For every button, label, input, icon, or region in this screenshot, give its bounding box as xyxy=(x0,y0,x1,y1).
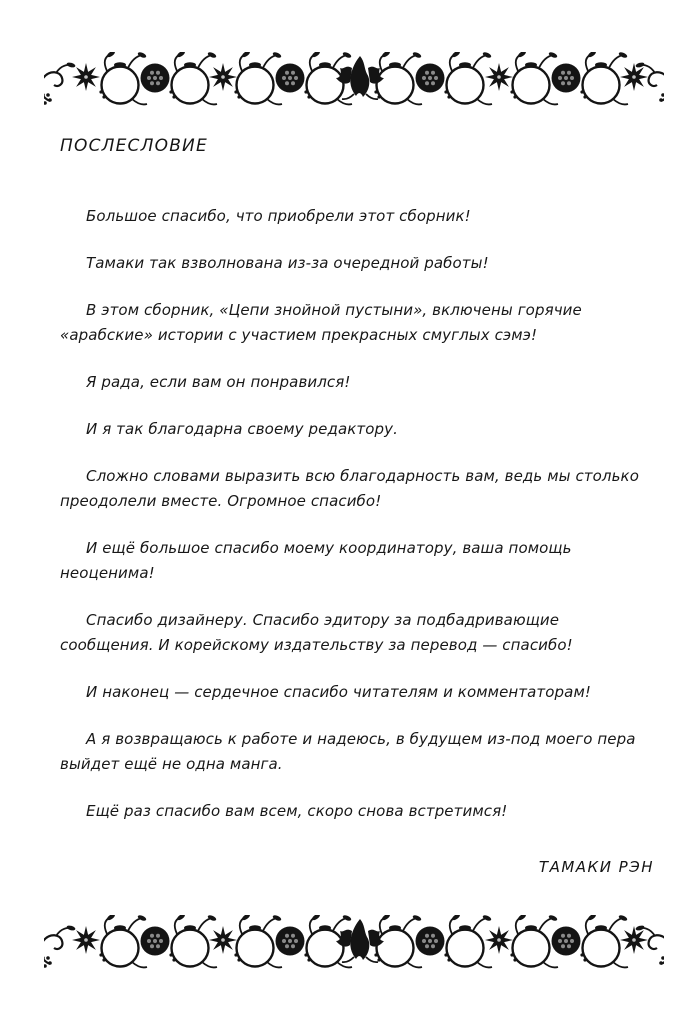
paragraph: И я так благодарна своему редактору. xyxy=(86,420,398,438)
paragraph: В этом сборник, «Цепи знойной пустыни», включены горячие «арабские» истории с участием прекрасных смуглых сэмэ! xyxy=(60,301,582,344)
floral-border-icon xyxy=(44,52,664,112)
paragraph: Сложно словами выразить всю благодарность вам, ведь мы столько преодолели вместе. Огромное спасибо! xyxy=(60,467,639,510)
floral-border-icon xyxy=(44,915,664,975)
afterword-text xyxy=(60,204,654,846)
paragraph: Большое спасибо, что приобрели этот сборник! xyxy=(86,207,471,225)
paragraph: И наконец — сердечное спасибо читателям и комментаторам! xyxy=(86,683,591,701)
paragraph: Я рада, если вам он понравился! xyxy=(86,373,351,391)
author-signature: ТАМАКИ РЭН xyxy=(538,858,654,876)
page-title: ПОСЛЕСЛОВИЕ xyxy=(60,136,208,156)
paragraph: И ещё большое спасибо моему координатору, ваша помощь неоценима! xyxy=(60,539,572,582)
paragraph: Спасибо дизайнеру. Спасибо эдитору за подбадривающие сообщения. И корейскому издательству за перевод — спасибо! xyxy=(60,611,573,654)
paragraph: Ещё раз спасибо вам всем, скоро снова встретимся! xyxy=(86,802,508,820)
paragraph: Тамаки так взволнована из-за очередной работы! xyxy=(86,254,489,272)
floral-border-top xyxy=(44,52,664,112)
floral-border-bottom xyxy=(44,915,664,975)
paragraph: А я возвращаюсь к работе и надеюсь, в будущем из-под моего пера выйдет ещё не одна манга. xyxy=(60,730,636,773)
